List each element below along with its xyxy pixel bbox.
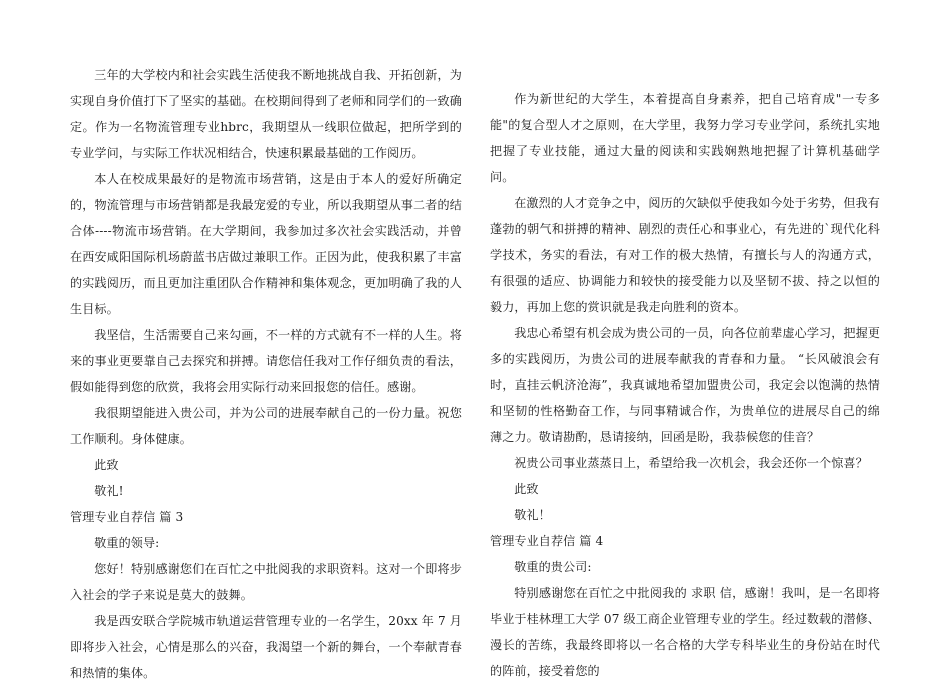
right-column bbox=[490, 86, 880, 684]
left-paragraph: 我很期望能进入贵公司，并为公司的进展奉献自己的一份力量。祝您工作顺利。身体健康。 bbox=[70, 406, 462, 446]
right-section-heading: 管理专业自荐信 篇 4 bbox=[490, 534, 604, 548]
right-paragraph: 作为新世纪的大学生，本着提高自身素养，把自己培育成"一专多能"的复合型人才之原则，在大学里，我努力学习专业学问，系统扎实地把握了专业技能，通过大量的阅读和实践娴熟地把握了计算机基础学问。 bbox=[490, 92, 880, 184]
left-paragraph: 本人在校成果最好的是物流市场营销，这是由于本人的爱好所确定的，物流管理与市场营销都是我最宠爱的专业，所以我期望从事二者的结合体----物流市场营销。在大学期间，我参加过多次社会实践活动，并曾在西安咸阳国际机场蔚蓝书店做过兼职工作。正因为此，使我积累了丰富的实践阅历，而且更加注重团队合作精神和集体观念，更加明确了我的人生目标。 bbox=[70, 172, 462, 316]
left-paragraph: 此致 bbox=[94, 458, 119, 472]
right-paragraph: 在激烈的人才竞争之中，阅历的欠缺似乎使我如今处于劣势，但我有蓬勃的朝气和拼搏的精神、剧烈的责任心和事业心，有先进的`现代化科学技术，务实的看法，有对工作的极大热情，有擅长与人的沟通方式，有很强的适应、协调能力和较快的接受能力以及坚韧不拔、持之以恒的毅力，再加上您的赏识就是我走向胜利的资本。 bbox=[490, 196, 881, 314]
left-paragraph: 我是西安联合学院城市轨道运营管理专业的一名学生，20xx 年 7 月即将步入社会，心情是那么的兴奋，我渴望一个新的舞台，一个奉献青春和热情的集体。 bbox=[70, 614, 462, 680]
left-column bbox=[70, 62, 462, 686]
left-paragraph: 敬礼! bbox=[94, 484, 124, 498]
left-paragraph: 敬重的领导: bbox=[94, 536, 160, 550]
right-paragraph: 我忠心希望有机会成为贵公司的一员，向各位前辈虚心学习，把握更多的实践阅历，为贵公司的进展奉献我的青春和力量。 “长风破浪会有时，直挂云帆济沧海”，我真诚地希望加盟贵公司，我定会以饱满的热情和坚韧的性格勤奋工作，与同事精诚合作，为贵单位的进展尽自己的绵薄之力。敬请勘酌，恳请接纳，回函是盼，我恭候您的佳音？ bbox=[490, 326, 881, 444]
right-paragraph: 敬礼！ bbox=[514, 508, 551, 522]
left-paragraph: 您好！特别感谢您们在百忙之中批阅我的求职资料。这对一个即将步入社会的学子来说是莫大的鼓舞。 bbox=[70, 562, 462, 602]
right-paragraph: 祝贵公司事业蒸蒸日上，希望给我一次机会，我会还你一个惊喜？ bbox=[514, 456, 868, 470]
left-paragraph: 三年的大学校内和社会实践生活使我不断地挑战自我、开拓创新，为实现自身价值打下了坚实的基础。在校期间得到了老师和同学们的一致确定。作为一名物流管理专业hbrc，我期望从一线职位做起，把所学到的专业学问，与实际工作状况相结合，快速积累最基础的工作阅历。 bbox=[70, 68, 462, 160]
left-section-heading: 管理专业自荐信 篇 3 bbox=[70, 510, 184, 524]
right-paragraph: 此致 bbox=[514, 482, 539, 496]
left-paragraph: 我坚信，生活需要自己来勾画，不一样的方式就有不一样的人生。将来的事业更要靠自己去探究和拼搏。请您信任我对工作仔细负责的看法，假如能得到您的欣赏，我将会用实际行动来回报您的信任。感谢。 bbox=[70, 328, 462, 394]
right-paragraph: 特别感谢您在百忙之中批阅我的 求职 信，感谢！我叫，是一名即将毕业于桂林理工大学 07 级工商企业管理专业的学生。经过数载的潜修、漫长的苦练，我最终即将以一名合格的大学专科毕业生的身份站在时代的阵前，接受着您的 bbox=[490, 586, 880, 678]
right-paragraph: 敬重的贵公司: bbox=[514, 560, 592, 574]
